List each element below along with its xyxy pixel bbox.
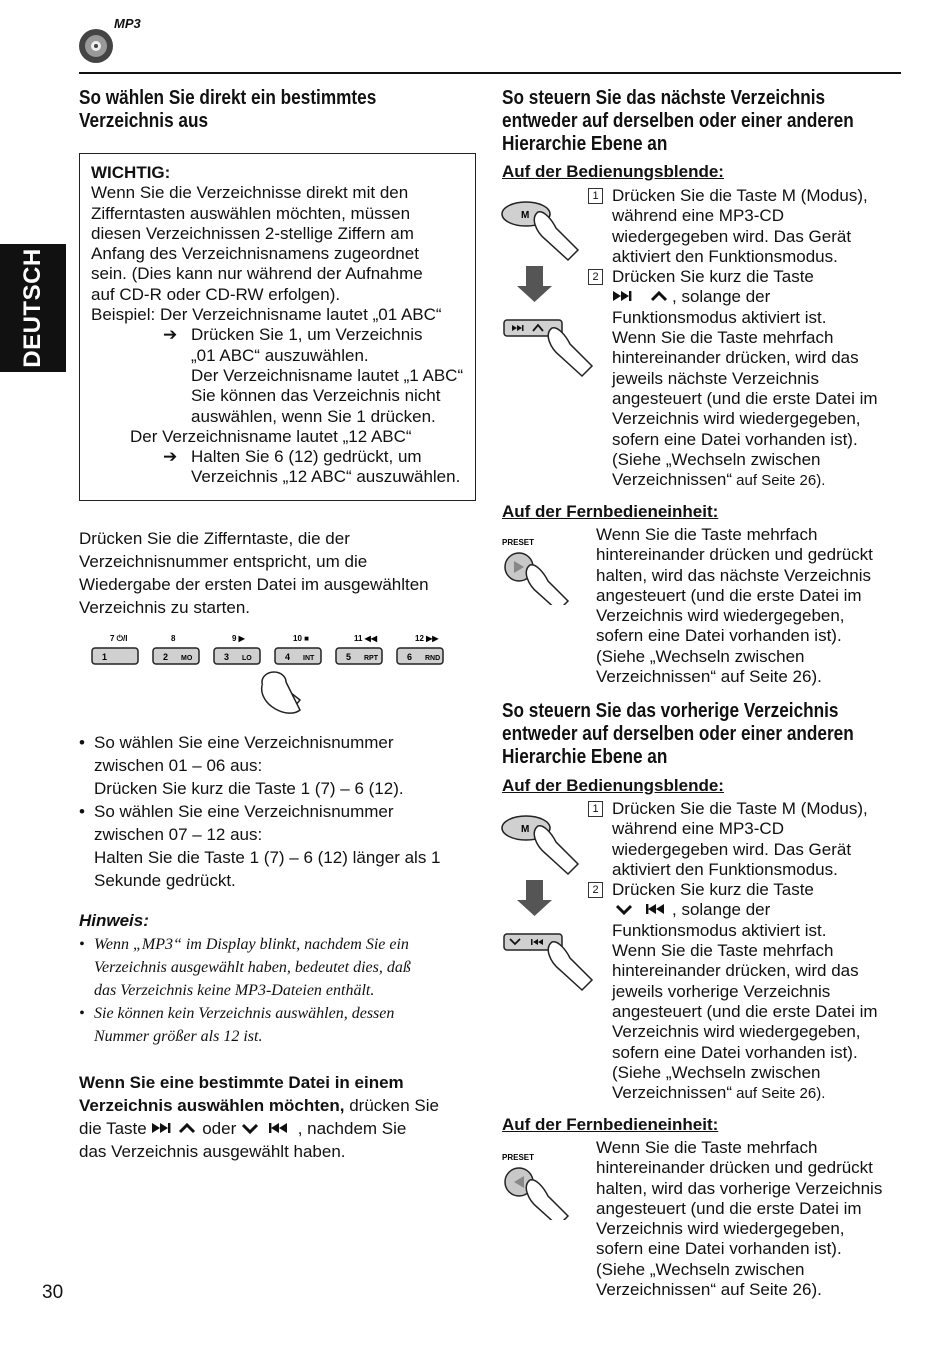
intro-paragraph: Drücken Sie die Zifferntaste, die der Verzeichnisnummer entspricht, um die Wiedergabe der ersten Datei im ausgewählten Verzeichnis zu starten. (79, 529, 429, 617)
next-panel-illustration (500, 188, 600, 388)
key-number: 2 (163, 652, 169, 662)
list-item: • So wählen Sie eine Verzeichnisnummer zwischen 01 – 06 aus: Drücken Sie kurz die Taste 1 (7) – 6 (12). (79, 731, 479, 800)
mp3-header (76, 14, 166, 68)
key-function: RPT (364, 655, 378, 662)
list-item: • So wählen Sie eine Verzeichnisnummer zwischen 07 – 12 aus: Halten Sie die Taste 1 (7) – 6 (12) länger als 1 Sekunde gedrückt. (79, 800, 479, 892)
prev-steps: 1 Drücken Sie die Taste M (Modus), während eine MP3-CD wiedergegeben wird. Das Gerät aktiviert den Funktionsmodus. 2 Drücken Sie kurz die Taste , solange der Funktionsmodus aktiviert ist. Wenn Sie die Taste mehrfach hintereinander drücken, wird das jeweils vorherige Verzeichnis angesteuert (und die erste Datei im Verzeichnis wird wiedergegeben, sofern eine Datei vorhanden ist). (Siehe „Wechseln zwischen Verzeichnissen“ auf Seite 26). (588, 799, 918, 1104)
key-top-label: 11 ◀◀ (354, 634, 377, 643)
step-number-2: 2 (588, 882, 603, 898)
note-item: • Wenn „MP3“ im Display blinkt, nachdem Sie ein Verzeichnis ausgewählt haben, bedeutet dies, daß das Verzeichnis keine MP3-Dateien enthält. (79, 933, 479, 1002)
down-arrow-icon (517, 266, 552, 302)
next-up-keys-icon (151, 1121, 197, 1135)
language-tab: DEUTSCH (0, 244, 66, 372)
prev-remote-text: Wenn Sie die Taste mehrfach hintereinander drücken und gedrückt halten, wird das vorherige Verzeichnis angesteuert (und die erste Datei im Verzeichnis wird wiedergegeben, sofern eine Datei vorhanden ist). (Siehe „Wechseln zwischen Verzeichnissen“ auf Seite 26). (596, 1138, 883, 1300)
hinweis-title: Hinweis: (79, 911, 149, 930)
arrow-icon: ➔ (163, 325, 178, 345)
key-top-label: 9 ▶ (232, 634, 245, 643)
key-number: 3 (224, 652, 230, 662)
key-number: 1 (102, 652, 108, 662)
key-top-label: 7 ⏻/I (110, 634, 128, 643)
bullet-list (79, 731, 479, 892)
down-prev-keys-icon (241, 1121, 293, 1135)
step-number-2: 2 (588, 269, 603, 285)
key-top-label: 10 ■ (293, 634, 309, 643)
key-function: INT (303, 655, 315, 662)
step-number-1: 1 (588, 188, 603, 204)
example-1: ➔ Drücken Sie 1, um Verzeichnis „01 ABC“ auszuwählen. Der Verzeichnisname lautet „1 ABC“ Sie können das Verzeichnis nicht auswählen, wenn Sie 1 drücken. (163, 325, 464, 426)
important-text: Wenn Sie die Verzeichnisse direkt mit den Zifferntasten auswählen möchten, müssen diesen Verzeichnissen 2-stellige Ziffern am Anfang des Verzeichnisnamens zugeordnet sein. (Dies kann nur während der Aufnahme auf CD-R oder CD-RW erfolgen). Beispiel: Der Verzeichnisname lautet „01 ABC“ (91, 183, 442, 325)
prev-remote-title: Auf der Fernbedieneinheit: (502, 1115, 719, 1134)
svg-text:M: M (521, 824, 530, 835)
note-item: • Sie können kein Verzeichnis auswählen, dessen Nummer größer als 12 ist. (79, 1002, 479, 1048)
hinweis-section (79, 911, 479, 1048)
preset-label: PRESET (502, 538, 535, 547)
key-number: 4 (285, 652, 291, 662)
key-number: 5 (346, 652, 352, 662)
preset-label: PRESET (502, 1153, 535, 1162)
next-panel-title: Auf der Bedienungsblende: (502, 162, 724, 181)
example-2: Der Verzeichnisname lautet „12 ABC“ (130, 426, 412, 446)
key-function: MO (181, 655, 193, 662)
next-steps: 1 Drücken Sie die Taste M (Modus), während eine MP3-CD wiedergegeben wird. Das Gerät aktiviert den Funktionsmodus. 2 Drücken Sie kurz die Taste , solange der Funktionsmodus aktiviert ist. Wenn Sie die Taste mehrfach hintereinander drücken, wird das jeweils nächste Verzeichnis angesteuert (und die erste Datei im Verzeichnis wird wiedergegeben, sofern eine Datei vorhanden ist). (Siehe „Wechseln zwischen Verzeichnissen“ auf Seite 26). (588, 186, 918, 491)
next-remote-text: Wenn Sie die Taste mehrfach hintereinander drücken und gedrückt halten, wird das nächste Verzeichnis angesteuert (und die erste Datei im Verzeichnis wird wiedergegeben, sofern eine Datei vorhanden ist). (Siehe „Wechseln zwischen Verzeichnissen“ auf Seite 26). (596, 525, 873, 687)
important-title: WICHTIG: (91, 163, 171, 182)
number-key-3 (214, 648, 260, 664)
next-heading: So steuern Sie das nächste Verzeichnis entweder auf derselben oder einer anderen Hierarchie Ebene an (502, 87, 854, 155)
preset-prev-illustration (500, 1150, 580, 1220)
next-up-keys-icon (612, 289, 672, 303)
key-function: RND (425, 655, 441, 662)
key-top-label: 8 (171, 634, 176, 643)
page-number: 30 (42, 1282, 64, 1303)
example-2-action: ➔ Halten Sie 6 (12) gedrückt, um Verzeichnis „12 ABC“ auszuwählen. (163, 447, 461, 487)
key-number: 6 (407, 652, 413, 662)
prev-heading: So steuern Sie das vorherige Verzeichnis entweder auf derselben oder einer anderen Hierarchie Ebene an (502, 700, 854, 768)
step-number-1: 1 (588, 801, 603, 817)
number-keys-illustration (88, 630, 468, 720)
key-function: LO (242, 655, 252, 662)
mp3-logo: MP3 (114, 16, 141, 31)
prev-panel-title: Auf der Bedienungsblende: (502, 776, 724, 795)
next-remote-title: Auf der Fernbedieneinheit: (502, 502, 719, 521)
number-key-1 (92, 648, 138, 664)
header-rule (79, 72, 901, 74)
arrow-icon: ➔ (163, 447, 178, 467)
left-heading: So wählen Sie direkt ein bestimmtes Verzeichnis aus (79, 87, 377, 132)
down-arrow-icon (517, 880, 552, 916)
important-box (79, 153, 476, 501)
down-prev-keys-icon (612, 902, 672, 916)
file-select-paragraph: Wenn Sie eine bestimmte Datei in einem Verzeichnis auswählen möchten, drücken Sie die Taste oder , nachdem Sie das Verzeichnis ausgewählt haben. (79, 1073, 439, 1161)
key-top-label: 12 ▶▶ (415, 634, 439, 643)
preset-next-illustration (500, 535, 580, 605)
prev-panel-illustration (500, 802, 600, 1002)
svg-text:M: M (521, 210, 530, 221)
